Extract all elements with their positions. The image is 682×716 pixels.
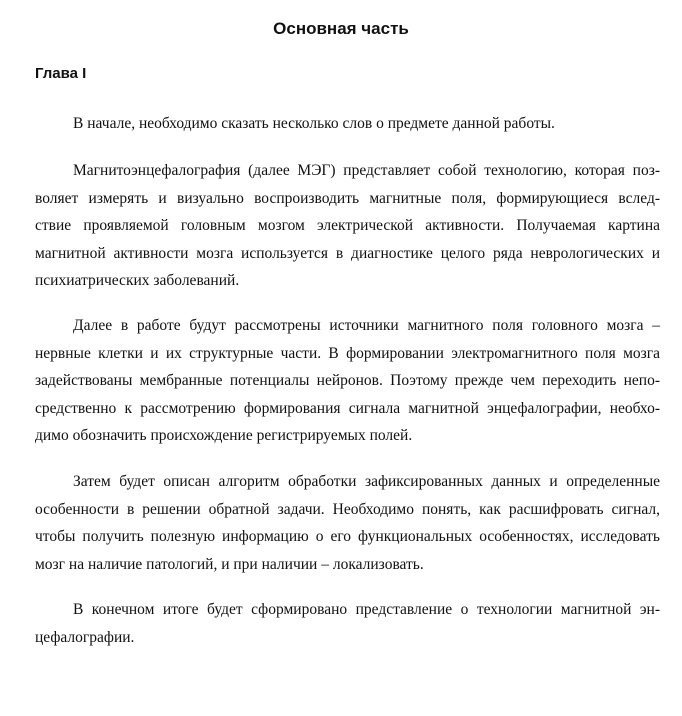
paragraph-1 — [35, 110, 660, 138]
text-line: чтобы получить полезную информацию о его функциональных особенностях, исследовать — [35, 528, 660, 545]
text-line: Далее в работе будут рассмотрены источники магнитного поля головного мозга – — [73, 317, 660, 334]
text-line: психиатрических заболеваний. — [35, 272, 240, 289]
text-line: цефалографии. — [35, 628, 135, 646]
text-line: особенности в решении обратной задачи. Необходимо понять, как расшифровать сигнал, — [35, 500, 660, 518]
text-line: средственно к рассмотрению формирования сигнала магнитной энцефалографии, необхо- — [35, 399, 660, 417]
text-line: Затем будет описан алгоритм обработки зафиксированных данных и определенные — [73, 473, 660, 490]
text-line: В начале, необходимо сказать несколько слов о предмете данной работы. — [73, 115, 555, 132]
paragraph-5 — [35, 596, 660, 651]
text-line: димо обозначить происхождение регистрируемых полей. — [35, 427, 413, 444]
text-line: ствие проявляемой головным мозгом электрической активности. Получаемая картина — [35, 217, 660, 234]
paragraph-2 — [35, 157, 660, 295]
text-line: Магнитоэнцефалография (далее МЭГ) представляет собой технологию, которая поз- — [73, 162, 660, 179]
text-line: задействованы мембранные потенциалы нейронов. Поэтому прежде чем переходить непо- — [35, 372, 660, 389]
text-line: магнитной активности мозга используется в диагностике целого ряда неврологических и — [35, 244, 660, 262]
text-line: нервные клетки и их структурные части. В формировании электромагнитного поля мозга — [35, 344, 660, 362]
text-line: мозг на наличие патологий, и при наличии – локализовать. — [35, 555, 424, 573]
paragraph-4 — [35, 468, 660, 578]
text-line: воляет измерять и визуально воспроизводить магнитные поля, формирующиеся вслед- — [35, 189, 660, 207]
paragraph-3 — [35, 312, 660, 450]
text-line: В конечном итоге будет сформировано представление о технологии магнитной эн- — [73, 601, 660, 618]
chapter-heading: Глава I — [35, 65, 87, 82]
page-title: Основная часть — [273, 19, 409, 38]
